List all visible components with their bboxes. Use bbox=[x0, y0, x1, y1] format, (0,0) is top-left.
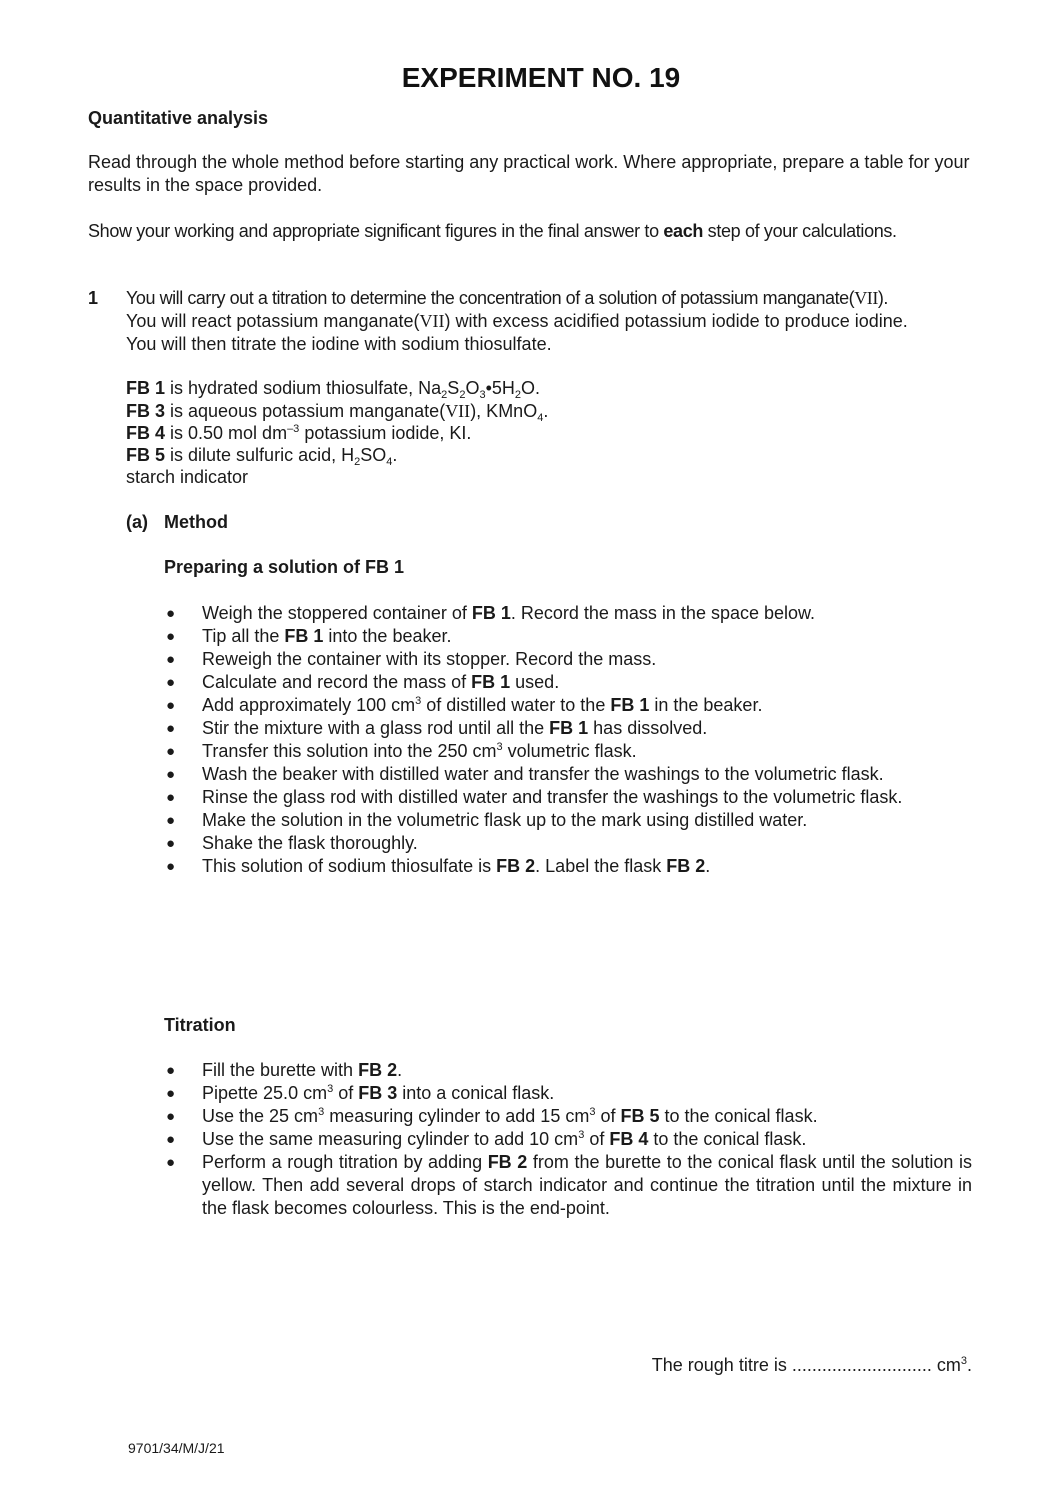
subscript: 4 bbox=[386, 456, 393, 468]
rough-titre-answer-space[interactable]: ............................ bbox=[791, 1355, 932, 1375]
step-text: Perform a rough titration by adding bbox=[202, 1152, 488, 1172]
subscript: 2 bbox=[459, 389, 466, 401]
bullet-icon: ● bbox=[166, 858, 176, 875]
part-a-label: (a) bbox=[126, 512, 148, 532]
step-emphasis: FB 2 bbox=[666, 856, 706, 876]
step-emphasis: FB 1 bbox=[549, 718, 589, 738]
step-text: Transfer this solution into the 250 cm bbox=[202, 741, 497, 761]
step-text: used. bbox=[510, 672, 560, 692]
bullet-icon: ● bbox=[166, 674, 176, 691]
list-item bbox=[164, 1082, 972, 1105]
bullet-icon: ● bbox=[166, 651, 176, 668]
step-text: Weigh the stoppered container of bbox=[202, 603, 472, 623]
list-item bbox=[164, 786, 972, 809]
step-emphasis: FB 2 bbox=[487, 1152, 528, 1172]
step-text: into a conical flask. bbox=[397, 1083, 555, 1103]
step-text: in the beaker. bbox=[649, 695, 763, 715]
titration-steps-list bbox=[164, 1059, 972, 1220]
list-item bbox=[164, 1151, 972, 1220]
step-text: to the conical flask. bbox=[648, 1129, 807, 1149]
subscript: 2 bbox=[514, 389, 522, 401]
step-text: Tip all the bbox=[202, 626, 285, 646]
step-emphasis: FB 1 bbox=[284, 626, 324, 646]
material-label: FB 5 bbox=[126, 445, 166, 465]
superscript: 3 bbox=[327, 1083, 334, 1095]
step-text: Calculate and record the mass of bbox=[202, 672, 472, 692]
subscript: 2 bbox=[441, 389, 448, 401]
step-text: measuring cylinder to add 15 cm bbox=[324, 1106, 590, 1126]
step-emphasis: FB 3 bbox=[358, 1083, 398, 1103]
rough-titre-label: The rough titre is bbox=[651, 1355, 792, 1375]
step-emphasis: FB 2 bbox=[496, 856, 536, 876]
bullet-icon: ● bbox=[166, 1131, 176, 1148]
rough-titre-unit: cm bbox=[931, 1355, 961, 1375]
step-emphasis: FB 1 bbox=[471, 672, 511, 692]
material-fb3 bbox=[126, 400, 548, 423]
step-emphasis: FB 1 bbox=[471, 603, 511, 623]
list-item bbox=[164, 1059, 972, 1082]
step-text: Make the solution in the volumetric flask up to the mark using distilled water. bbox=[202, 810, 808, 830]
superscript: 3 bbox=[318, 1106, 325, 1118]
step-text: of distilled water to the bbox=[421, 695, 611, 715]
question-line-2-end: ) with excess acidified potassium iodide to produce iodine. bbox=[444, 311, 908, 331]
step-text: . bbox=[397, 1060, 403, 1080]
formula-part: ), KMnO bbox=[470, 401, 538, 421]
list-item bbox=[164, 809, 972, 832]
section-heading: Quantitative analysis bbox=[88, 108, 269, 128]
step-text: . Record the mass in the space below. bbox=[510, 603, 816, 623]
list-item bbox=[164, 602, 972, 625]
step-text: Use the 25 cm bbox=[202, 1106, 319, 1126]
bullet-icon: ● bbox=[166, 743, 176, 760]
question-line-1 bbox=[126, 287, 972, 310]
question-line-1-end: ). bbox=[877, 288, 888, 308]
bullet-icon: ● bbox=[166, 605, 176, 622]
material-text: is aqueous potassium manganate( bbox=[165, 401, 446, 421]
list-item bbox=[164, 763, 972, 786]
step-text: Fill the burette with bbox=[202, 1060, 359, 1080]
list-item bbox=[164, 855, 972, 878]
intro-working-line bbox=[88, 220, 972, 243]
list-item bbox=[164, 648, 972, 671]
intro-paragraph: Read through the whole method before starting any practical work. Where appropriate, prepare a table for your results in the space provided. bbox=[88, 152, 970, 195]
bullet-icon: ● bbox=[166, 1085, 176, 1102]
superscript: 3 bbox=[578, 1129, 585, 1141]
bullet-icon: ● bbox=[166, 720, 176, 737]
subscript: 3 bbox=[479, 389, 486, 401]
superscript: 3 bbox=[960, 1355, 967, 1367]
list-item bbox=[164, 717, 972, 740]
roman-numeral: VII bbox=[419, 311, 445, 331]
roman-numeral: VII bbox=[445, 401, 471, 421]
superscript: 3 bbox=[415, 695, 422, 707]
footer-code: 9701/34/M/J/21 bbox=[128, 1440, 225, 1456]
formula-part: •5H bbox=[485, 378, 515, 398]
list-item bbox=[164, 671, 972, 694]
step-text: of bbox=[595, 1106, 621, 1126]
intro-working-text: Show your working and appropriate significant figures in the final answer to bbox=[88, 221, 664, 241]
step-text: of bbox=[584, 1129, 610, 1149]
step-emphasis: FB 4 bbox=[609, 1129, 649, 1149]
roman-numeral: VII bbox=[854, 288, 878, 308]
step-text: Stir the mixture with a glass rod until all the bbox=[202, 718, 550, 738]
page-title: EXPERIMENT NO. 19 bbox=[401, 62, 681, 93]
bullet-icon: ● bbox=[166, 1062, 176, 1079]
subscript: 2 bbox=[354, 456, 361, 468]
question-line-2 bbox=[126, 310, 972, 333]
bullet-icon: ● bbox=[166, 1108, 176, 1125]
bullet-icon: ● bbox=[166, 697, 176, 714]
step-text: Shake the flask thoroughly. bbox=[202, 833, 418, 853]
material-text: is hydrated sodium thiosulfate, Na bbox=[165, 378, 442, 398]
step-text: of bbox=[333, 1083, 359, 1103]
formula-part: O bbox=[465, 378, 480, 398]
step-emphasis: FB 5 bbox=[620, 1106, 660, 1126]
bullet-icon: ● bbox=[166, 835, 176, 852]
rough-titre-end: . bbox=[966, 1355, 972, 1375]
bullet-icon: ● bbox=[166, 766, 176, 783]
step-text: This solution of sodium thiosulfate is bbox=[202, 856, 497, 876]
bullet-icon: ● bbox=[166, 1154, 176, 1171]
bullet-icon: ● bbox=[166, 789, 176, 806]
material-fb5 bbox=[126, 444, 397, 467]
bullet-icon: ● bbox=[166, 628, 176, 645]
superscript: –3 bbox=[287, 423, 300, 435]
list-item bbox=[164, 832, 972, 855]
list-item bbox=[164, 625, 972, 648]
material-fb1 bbox=[126, 377, 540, 400]
question-number: 1 bbox=[88, 288, 99, 308]
material-label: FB 1 bbox=[126, 378, 166, 398]
material-text: is 0.50 mol dm bbox=[165, 423, 288, 443]
material-label: FB 3 bbox=[126, 401, 166, 421]
rough-titre-line bbox=[652, 1354, 972, 1377]
formula-part: . bbox=[392, 445, 398, 465]
step-emphasis: FB 1 bbox=[610, 695, 650, 715]
step-text: has dissolved. bbox=[588, 718, 708, 738]
part-a-heading: Method bbox=[164, 512, 228, 532]
titration-heading: Titration bbox=[164, 1015, 236, 1035]
step-text: from the burette to the conical flask until the solution is yellow. Then add several drops of starch indicator and continue the titration until the mixture in the flask becomes colourless. This is the end-point. bbox=[202, 1152, 973, 1218]
step-text: Add approximately 100 cm bbox=[202, 695, 416, 715]
prep-heading: Preparing a solution of FB 1 bbox=[164, 557, 405, 577]
subscript: 4 bbox=[537, 412, 544, 424]
intro-working-end: step of your calculations. bbox=[703, 221, 897, 241]
material-label: FB 4 bbox=[126, 423, 166, 443]
formula-part: SO bbox=[360, 445, 387, 465]
list-item bbox=[164, 740, 972, 763]
bullet-icon: ● bbox=[166, 812, 176, 829]
question-line-1-text: You will carry out a titration to determine the concentration of a solution of potassium manganate( bbox=[126, 288, 855, 308]
question-line-2-text: You will react potassium manganate( bbox=[126, 311, 420, 331]
material-text: is dilute sulfuric acid, H bbox=[165, 445, 355, 465]
step-text: Wash the beaker with distilled water and transfer the washings to the volumetric flask. bbox=[202, 764, 884, 784]
step-text: Pipette 25.0 cm bbox=[202, 1083, 328, 1103]
list-item bbox=[164, 694, 972, 717]
question-line-3: You will then titrate the iodine with sodium thiosulfate. bbox=[126, 334, 552, 354]
prep-steps-list bbox=[164, 602, 972, 878]
superscript: 3 bbox=[589, 1106, 596, 1118]
step-text: . bbox=[705, 856, 711, 876]
step-text: volumetric flask. bbox=[502, 741, 637, 761]
list-item bbox=[164, 1105, 972, 1128]
step-text: Rinse the glass rod with distilled water and transfer the washings to the volumetric flask. bbox=[202, 787, 903, 807]
superscript: 3 bbox=[496, 741, 503, 753]
list-item bbox=[164, 1128, 972, 1151]
step-text: Reweigh the container with its stopper. Record the mass. bbox=[202, 649, 657, 669]
material-starch: starch indicator bbox=[126, 467, 249, 487]
step-text: . Label the flask bbox=[535, 856, 667, 876]
step-text: Use the same measuring cylinder to add 10 cm bbox=[202, 1129, 579, 1149]
step-emphasis: FB 2 bbox=[358, 1060, 398, 1080]
intro-working-emphasis: each bbox=[663, 221, 704, 241]
formula-part: S bbox=[447, 378, 460, 398]
material-text-end: potassium iodide, KI. bbox=[299, 423, 472, 443]
material-fb4 bbox=[126, 422, 471, 445]
formula-part: O. bbox=[521, 378, 541, 398]
step-text: into the beaker. bbox=[323, 626, 452, 646]
formula-part: . bbox=[543, 401, 549, 421]
step-text: to the conical flask. bbox=[659, 1106, 818, 1126]
